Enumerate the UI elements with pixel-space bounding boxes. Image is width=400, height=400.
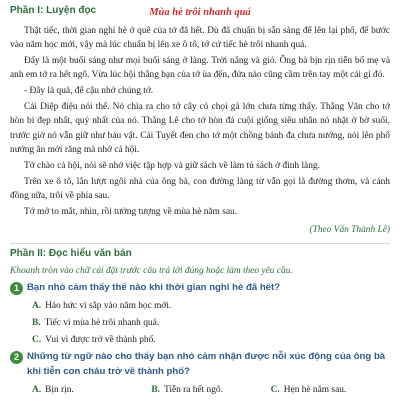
answer-option[interactable]	[271, 383, 390, 397]
section-divider	[10, 243, 390, 244]
answer-option[interactable]	[10, 299, 390, 313]
answer-option[interactable]	[32, 383, 151, 397]
credit-prefix: (Theo	[309, 225, 334, 236]
story-paragraph: - Đây là quà, để cậu nhớ chúng tớ.	[24, 86, 154, 97]
question-text: Bạn nhỏ cảm thấy thế nào khi thời gian nghỉ hè đã hết?	[27, 282, 281, 294]
option-letter: A.	[32, 300, 42, 311]
part2-heading: Phần II: Đọc hiểu văn bản	[10, 248, 132, 260]
question-number-badge: 2	[10, 351, 23, 364]
instruction-text: Khoanh tròn vào chữ cái đặt trước câu trả lời đúng hoặc làm theo yêu cầu.	[10, 266, 293, 277]
question-2	[10, 350, 390, 379]
option-text: Háo hức vì sắp vào năm học mới.	[45, 300, 172, 311]
credit-suffix: )	[386, 225, 390, 236]
option-letter: A.	[32, 384, 42, 395]
question-number-badge: 1	[10, 282, 23, 295]
answer-option[interactable]	[10, 316, 390, 330]
option-text: Bịn rịn.	[45, 384, 74, 395]
option-letter: C.	[32, 335, 42, 346]
story-paragraph: Thật tiếc, thời gian nghỉ hè ở quê của tớ đã hết. Dù đã chuẩn bị sẵn sàng để lên lại phố, để bước vào năm học mới, vậy mà lúc chuẩn bị lên xe ô tô, tớ cứ tiếc hè trôi nhanh quá.	[10, 25, 390, 50]
option-text: Vui vì được trở về thành phố.	[45, 335, 156, 346]
story-paragraph: Trên xe ô tô, lắn lượt ngôi nhà của ông bà, con đường làng từ vẫn gọi là đường thơm, và cánh đồng nữa, trôi về phía sau.	[10, 176, 390, 201]
story-title: Mùa hè trôi nhanh quá	[149, 7, 251, 18]
story-paragraph: Tớ chào cả hội, nói sẽ nhớ việc tập hợp và giữ sách về làm tủ sách ở đình làng.	[24, 160, 320, 171]
answer-option[interactable]	[10, 333, 390, 347]
option-text: Tiễn ra hết ngõ.	[163, 384, 223, 395]
option-text: Hẹn hè năm sau.	[283, 384, 347, 395]
credit-author: Văn Thành Lê	[333, 225, 387, 236]
option-letter: C.	[270, 384, 280, 395]
story-paragraph: Đấy là một buổi sáng như mọi buổi sáng ở làng. Trời nắng và gió. Ông bà bịn rịn tiễn bố mẹ và anh em tớ ra hết ngõ. Vừa lúc hội thằng bạn của tớ ùa đến, đứa nào cũng cầm trên tay một cái gì đó.	[10, 56, 390, 81]
story-credit	[10, 223, 390, 237]
option-letter: B.	[32, 317, 41, 328]
option-letter: B.	[151, 384, 160, 395]
question-1	[10, 281, 390, 295]
story-paragraph: Tớ mở to mắt, nhìn, rồi tưởng tượng về mùa hè năm sau.	[24, 207, 238, 218]
part1-heading: Phần I: Luyện đọc	[10, 5, 97, 16]
answer-option[interactable]	[151, 383, 270, 397]
story-paragraph: Cái Diệp điệu nói thế. Nó chìa ra cho tớ cây cỏ chọi gà lớn chưa từng thấy. Thằng Văn cho tớ hòn bi đẹp nhất, quý nhất của nó. Thằng Lê cho tớ hòn đá cuội giống siêu nhân nó nhặt ở bờ suối, trước giờ nó vẫn giữ như báu vật. Cái Tuyết đen cho tớ một chồng bánh đa chưa nướng, nói lên phố nướng ăn mới răng mà nhớ cả hội.	[10, 102, 390, 155]
answer-options-row	[10, 383, 390, 397]
option-text: Tiếc vì mùa hè trôi nhanh quá.	[44, 317, 160, 328]
question-text: Những từ ngữ nào cho thấy bạn nhỏ cảm nhận được nỗi xúc động của ông bà khi tiễn con cháu trở về thành phố?	[27, 351, 386, 377]
